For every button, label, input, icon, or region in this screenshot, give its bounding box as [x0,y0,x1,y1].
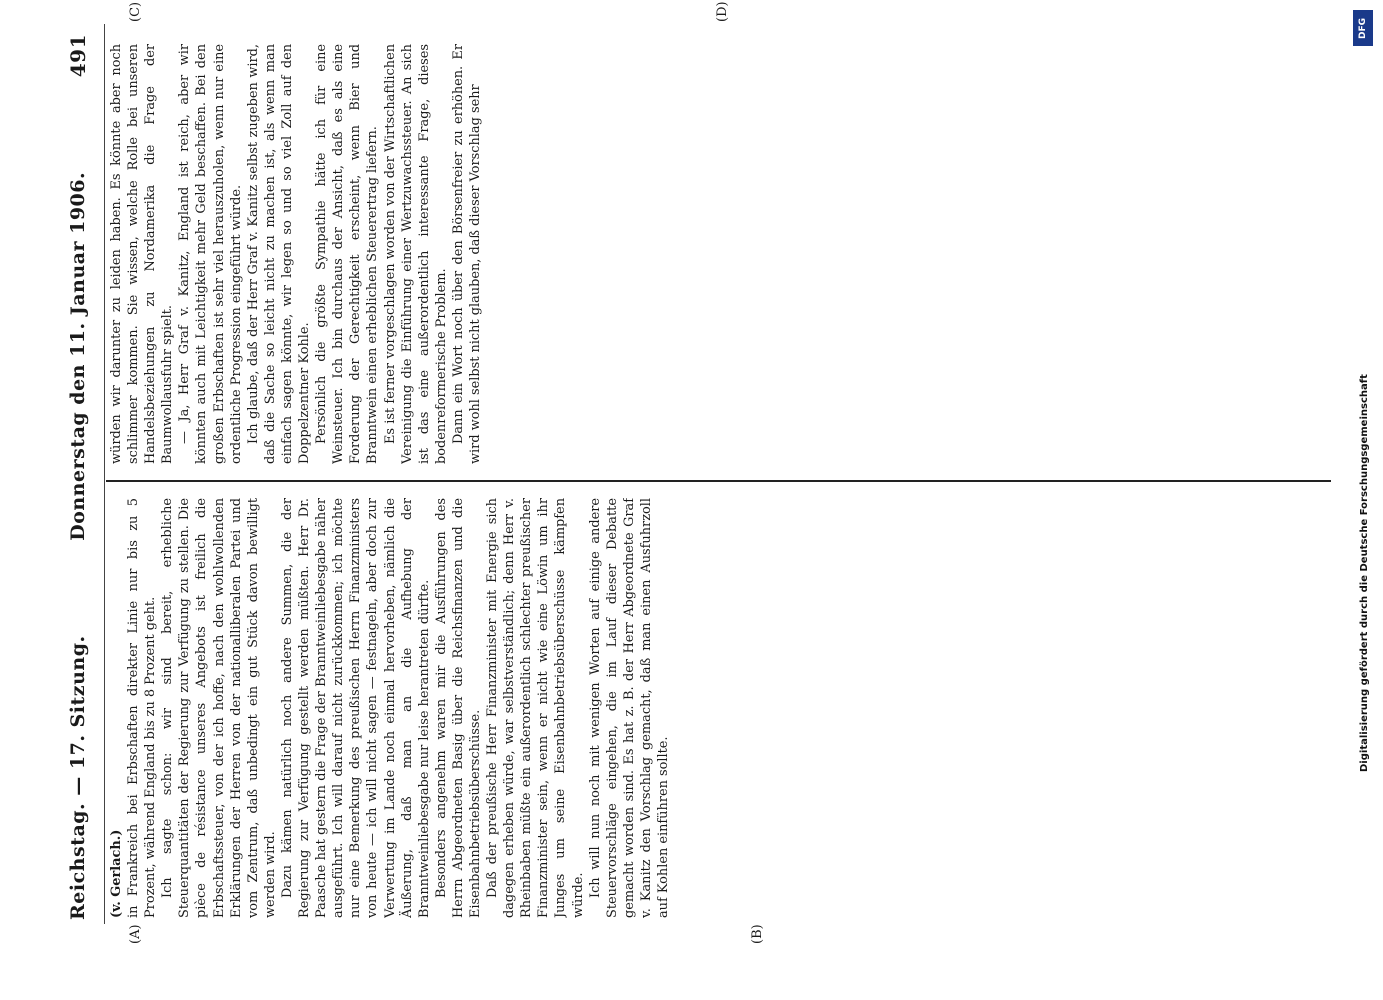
page-header [50,0,106,1000]
paragraph: in Frankreich bei Erbschaften direkter Linie nur bis zu 5 Prozent, während England bis zu 8 Prozent geht. [126,498,159,918]
margin-marker-a: (A) [128,924,143,944]
paragraph: Ich will nun noch mit wenigen Worten auf einige andere Steuervorschläge eingehen, die im Lauf dieser Debatte gemacht worden sind. Es hat z. B. der Herr Abgeordnete Graf v. Kanitz den Vorschlag gemacht, daß man einen Ausfuhrzoll auf Kohlen einführen sollte. [587,498,671,918]
right-column [108,44,1323,464]
paragraph: Ich sagte schon: wir sind bereit, erhebliche Steuerquantitäten der Regierung zur Verfügung zu stellen. Die pièce de résistance unseres Angebots ist freilich die Erbschaftssteuer, von der ich hoffe, nach den wohlwollenden Erklärungen der Herren von der nationalliberalen Partei und vom Zentrum, daß unbedingt ein gut Stück davon bewilligt werden wird. [160,498,278,918]
left-column [108,498,1323,918]
paragraph: — Ja, Herr Graf v. Kanitz, England ist reich, aber wir könnten auch mit Leichtigkeit mehr Geld beschaffen. Bei den großen Erbschaften ist sehr viel herauszuholen, wenn nur eine ordentliche Progression eingeführt würde. [177,44,244,464]
paragraph: Besonders angenehm waren mir die Ausführungen des Herrn Abgeordneten Basig über die Reichsfinanzen und die Eisenbahnbetriebsüberschüsse. [433,498,483,918]
page-number: 491 [66,34,90,78]
header-left: Reichstag. — 17. Sitzung. [67,635,89,920]
paragraph: Daß der preußische Herr Finanzminister mit Energie sich dagegen erheben würde, war selbstverständlich; denn Herr v. Rheinbaben müßte ein außerordentlich schlechter preußischer Finanzminister sein, wenn er nicht wie eine Löwin um ihr Junges um seine Eisenbahnbetriebsüberschüsse kämpfen würde. [485,498,586,918]
paragraph: Dann ein Wort noch über den Börsenfreier zu erhöhen. Er wird wohl selbst nicht glauben, daß dieser Vorschlag sehr [450,44,483,464]
dfg-logo-icon: DFG [1353,10,1373,46]
margin-marker-c: (C) [128,1,143,22]
paragraph: Es ist ferner vorgeschlagen worden von der Wirtschaftlichen Vereinigung die Einführung einer Wertzuwachssteuer. An sich ist das eine außerordentlich interessante Frage, dieses bodenreformerische Problem. [382,44,449,464]
header-rule [104,24,105,924]
column-divider [106,480,1331,482]
paragraph: Dazu kämen natürlich noch andere Summen, die der Regierung zur Verfügung gestellt werden müßten. Herr Dr. Paasche hat gestern die Frage der Branntweinliebesgabe näher ausgeführt. Ich will darauf nicht zurückkommen; ich möchte nur eine Bemerkung des preußischen Herrn Finanzministers von heute — ich will nicht sagen — festnageln, aber doch zur Verwertung im Lande noch einmal hervorheben, nämlich die Äußerung, daß man an die Aufhebung der Branntweinliebesgabe nur leise herantreten dürfte. [279,498,432,918]
paragraph: Persönlich die größte Sympathie hätte ich für eine Weinsteuer. Ich bin durchaus der Ansicht, daß es als eine Forderung der Gerechtigkeit erscheint, wenn Bier und Branntwein einen erheblichen Steuerertrag liefern. [314,44,381,464]
margin-marker-d: (D) [715,1,730,22]
header-date: Donnerstag den 11. Januar 1906. [67,171,89,541]
speaker-label: (v. Gerlach.) [109,829,124,918]
newspaper-page [50,0,1350,1000]
paragraph: Ich glaube, daß der Herr Graf v. Kanitz selbst zugeben wird, daß die Sache so leicht nicht zu machen ist, als wenn man einfach sagen könnte, wir legen so und so viel Zoll auf den Doppelzentner Kohle. [245,44,313,464]
digitization-credit [1351,10,1373,990]
paragraph: würden wir darunter zu leiden haben. Es könnte aber noch schlimmer kommen. Sie wissen, welche Rolle bei unseren Handelsbeziehungen zu Nordamerika die Frage der Baumwollausfuhr spielt. [109,44,176,464]
credit-text: Digitalisierung gefördert durch die Deutsche Forschungsgemeinschaft [1359,374,1370,772]
margin-marker-b: (B) [750,924,765,944]
